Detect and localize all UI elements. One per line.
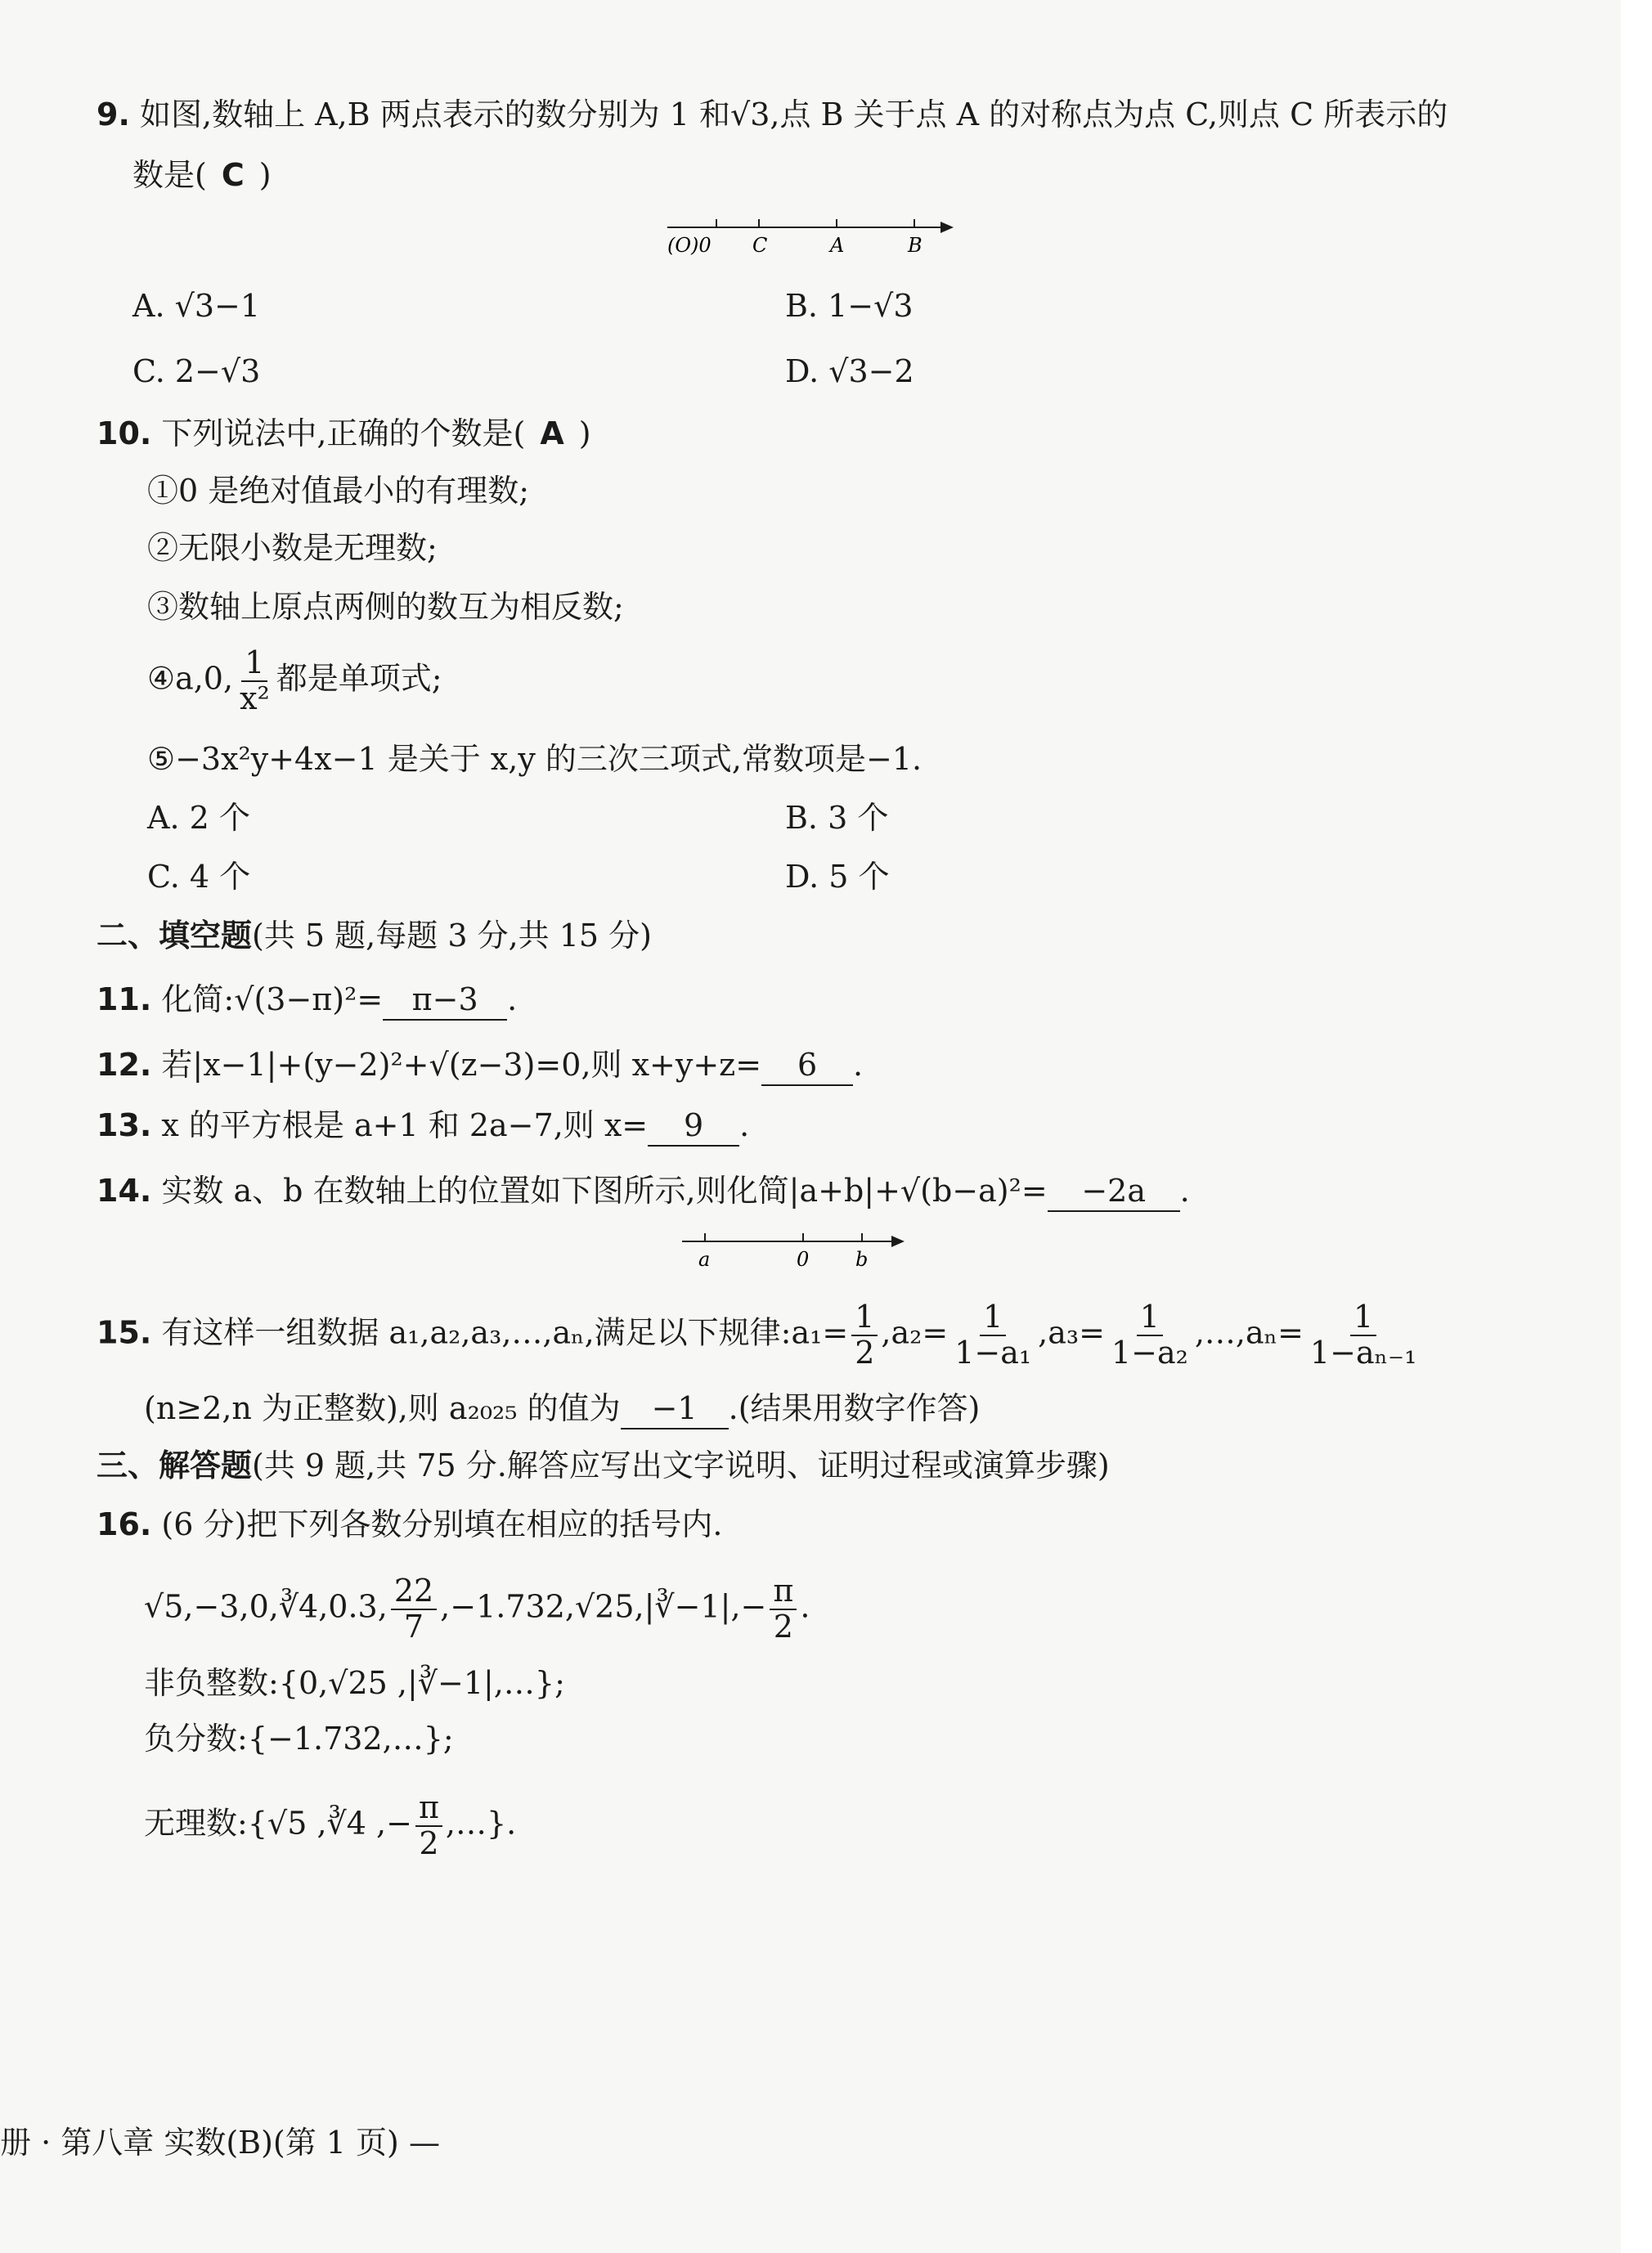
q15-f3-denominator: 1−a₂ — [1111, 1334, 1188, 1371]
q16-list-frac-numerator: 22 — [391, 1574, 437, 1610]
q16-r2-value: {−1.732,…}; — [247, 1721, 454, 1757]
q15-f4-denominator: 1−aₙ₋₁ — [1309, 1334, 1417, 1371]
q15-f2-denominator: 1−a₁ — [954, 1334, 1032, 1371]
q16-list-frac-denominator: 7 — [403, 1608, 424, 1645]
q10-s4-pre: ④a,0, — [147, 660, 234, 697]
q15-f3-numerator: 1 — [1137, 1300, 1163, 1336]
q13-answer: 9 — [648, 1107, 739, 1147]
q15-fraction-4 — [1307, 1300, 1420, 1371]
q16-list-end: . — [800, 1588, 810, 1625]
q11-answer: π−3 — [383, 981, 507, 1021]
q10-option-d: D. 5 个 — [785, 859, 890, 895]
q15-answer: −1 — [621, 1390, 729, 1429]
q10-option-c: C. 4 个 — [147, 859, 251, 895]
q10-stem — [97, 415, 591, 453]
q16-list-fraction — [391, 1574, 437, 1645]
q16-r1-label: 非负整数: — [144, 1665, 279, 1701]
section-2-heading — [97, 918, 652, 955]
q10-statement-5: ⑤−3x²y+4x−1 是关于 x,y 的三次三项式,常数项是−1. — [147, 741, 923, 777]
q9-option-b: B. 1−√3 — [785, 288, 914, 324]
q10-paren-close: ) — [578, 415, 591, 451]
q14-line — [97, 1173, 1190, 1212]
q14-number-line — [679, 1227, 908, 1276]
q13-number: 13. — [97, 1107, 152, 1143]
q9-number: 9. — [97, 96, 130, 132]
q16-list-pi-fraction — [770, 1574, 797, 1645]
q16-r1-value: {0,√25 ,|∛−1|,…}; — [278, 1665, 565, 1701]
q16-number: 16. — [97, 1506, 152, 1542]
q10-statement-2: ②无限小数是无理数; — [147, 530, 438, 566]
q10-option-b: B. 3 个 — [785, 800, 889, 836]
q16-r3-denominator: 2 — [419, 1824, 439, 1861]
page-footer: 册 · 第八章 实数(B)(第 1 页) — — [0, 2125, 440, 2161]
q15-f2-numerator: 1 — [980, 1300, 1006, 1336]
q14-number: 14. — [97, 1173, 152, 1209]
section-2-note: (共 5 题,每题 3 分,共 15 分) — [252, 918, 653, 954]
q9-paren-close: ) — [258, 157, 272, 193]
q15-mid-1: ,a₂= — [881, 1314, 949, 1351]
q16-r3-value-pre: {√5 ,∛4 ,− — [247, 1805, 412, 1842]
q9-axis-label-b: B — [908, 234, 923, 257]
q15-f1-numerator: 1 — [851, 1300, 878, 1336]
q15-f1-denominator: 2 — [855, 1334, 875, 1371]
q12-number: 12. — [97, 1047, 152, 1083]
q16-list-pi-denominator: 2 — [773, 1608, 793, 1645]
q11-line — [97, 981, 517, 1021]
q15-fraction-2 — [951, 1300, 1035, 1371]
q12-end: . — [853, 1047, 864, 1083]
section-3-title: 三、解答题 — [97, 1447, 253, 1483]
q15-mid-2: ,a₃= — [1038, 1314, 1105, 1351]
q9-answer: C — [221, 157, 245, 193]
q16-r3-label: 无理数: — [144, 1805, 248, 1842]
q15-f4-numerator: 1 — [1350, 1300, 1376, 1336]
page-edge — [1621, 0, 1652, 2253]
q9-stem-end: 数是( — [132, 157, 207, 193]
q9-line1 — [97, 96, 1448, 134]
q14-axis-label-a: a — [698, 1248, 711, 1271]
q15-fraction-3 — [1108, 1300, 1192, 1371]
section-2-title: 二、填空题 — [97, 918, 253, 954]
q9-axis-label-origin: (O)0 — [667, 234, 712, 257]
q16-row-nonneg-integers — [144, 1665, 565, 1703]
q10-statement-4 — [147, 646, 442, 716]
q16-row-irrationals — [144, 1791, 516, 1861]
q14-end: . — [1179, 1173, 1190, 1209]
q10-statement-1: ①0 是绝对值最小的有理数; — [147, 473, 530, 509]
q9-option-d: D. √3−2 — [785, 353, 914, 389]
q10-answer: A — [540, 415, 564, 451]
q12-answer: 6 — [761, 1047, 853, 1086]
q10-option-a: A. 2 个 — [147, 800, 250, 836]
q14-axis-label-zero: 0 — [797, 1248, 810, 1271]
q12-text: 若|x−1|+(y−2)²+√(z−3)=0,则 x+y+z= — [161, 1047, 762, 1083]
q9-option-a: A. √3−1 — [132, 288, 261, 324]
q15-number: 15. — [97, 1314, 152, 1351]
q16-list-pi-numerator: π — [770, 1574, 797, 1610]
q16-r3-value-post: ,…}. — [445, 1805, 517, 1842]
q14-text: 实数 a、b 在数轴上的位置如下图所示,则化简|a+b|+√(b−a)²= — [161, 1173, 1048, 1209]
section-3-heading — [97, 1447, 1110, 1485]
q9-axis-label-a: A — [830, 234, 845, 257]
q16-number-list — [144, 1574, 810, 1645]
q16-r3-pi-fraction — [415, 1791, 442, 1861]
q15-line2-post: .(结果用数字作答) — [728, 1390, 981, 1426]
q15-line2-text: (n≥2,n 为正整数),则 a₂₀₂₅ 的值为 — [144, 1390, 621, 1426]
q16-list-mid: ,−1.732,√25,|∛−1|,− — [440, 1588, 767, 1625]
q13-text: x 的平方根是 a+1 和 2a−7,则 x= — [161, 1107, 649, 1143]
q10-s4-fraction — [236, 646, 273, 716]
q13-end: . — [739, 1107, 750, 1143]
q9-option-c: C. 2−√3 — [132, 353, 261, 389]
q15-mid-3: ,…,aₙ= — [1194, 1314, 1304, 1351]
q12-line — [97, 1047, 863, 1086]
q10-statement-3: ③数轴上原点两侧的数互为相反数; — [147, 589, 624, 625]
q10-s4-denominator: x² — [240, 680, 270, 716]
q10-s4-numerator: 1 — [241, 646, 267, 682]
q15-line1 — [97, 1300, 1423, 1371]
q16-r2-label: 负分数: — [144, 1721, 248, 1757]
q10-s4-post: 都是单项式; — [276, 660, 442, 697]
q15-fraction-1 — [851, 1300, 878, 1371]
q16-stem — [97, 1506, 722, 1544]
q13-line — [97, 1107, 749, 1147]
q14-axis-label-b: b — [855, 1248, 869, 1271]
q9-line2 — [132, 157, 272, 195]
q9-number-line — [661, 211, 955, 268]
q11-end: . — [507, 981, 518, 1017]
q16-list-pre: √5,−3,0,∛4,0.3, — [144, 1588, 388, 1625]
q16-text: (6 分)把下列各数分别填在相应的括号内. — [161, 1506, 723, 1542]
q16-row-neg-fractions — [144, 1721, 454, 1758]
q9-text: 如图,数轴上 A,B 两点表示的数分别为 1 和√3,点 B 关于点 A 的对称点为点 C,则点 C 所表示的 — [139, 96, 1448, 132]
q9-axis-label-c: C — [752, 234, 768, 257]
q16-r3-numerator: π — [415, 1791, 442, 1827]
q15-line2 — [144, 1390, 980, 1429]
q10-number: 10. — [97, 415, 152, 451]
q11-number: 11. — [97, 981, 152, 1017]
q15-text: 有这样一组数据 a₁,a₂,a₃,…,aₙ,满足以下规律:a₁= — [161, 1314, 849, 1351]
q11-text: 化简:√(3−π)²= — [161, 981, 384, 1017]
q10-text: 下列说法中,正确的个数是( — [161, 415, 526, 451]
section-3-note: (共 9 题,共 75 分.解答应写出文字说明、证明过程或演算步骤) — [252, 1447, 1110, 1483]
q14-answer: −2a — [1048, 1173, 1180, 1212]
